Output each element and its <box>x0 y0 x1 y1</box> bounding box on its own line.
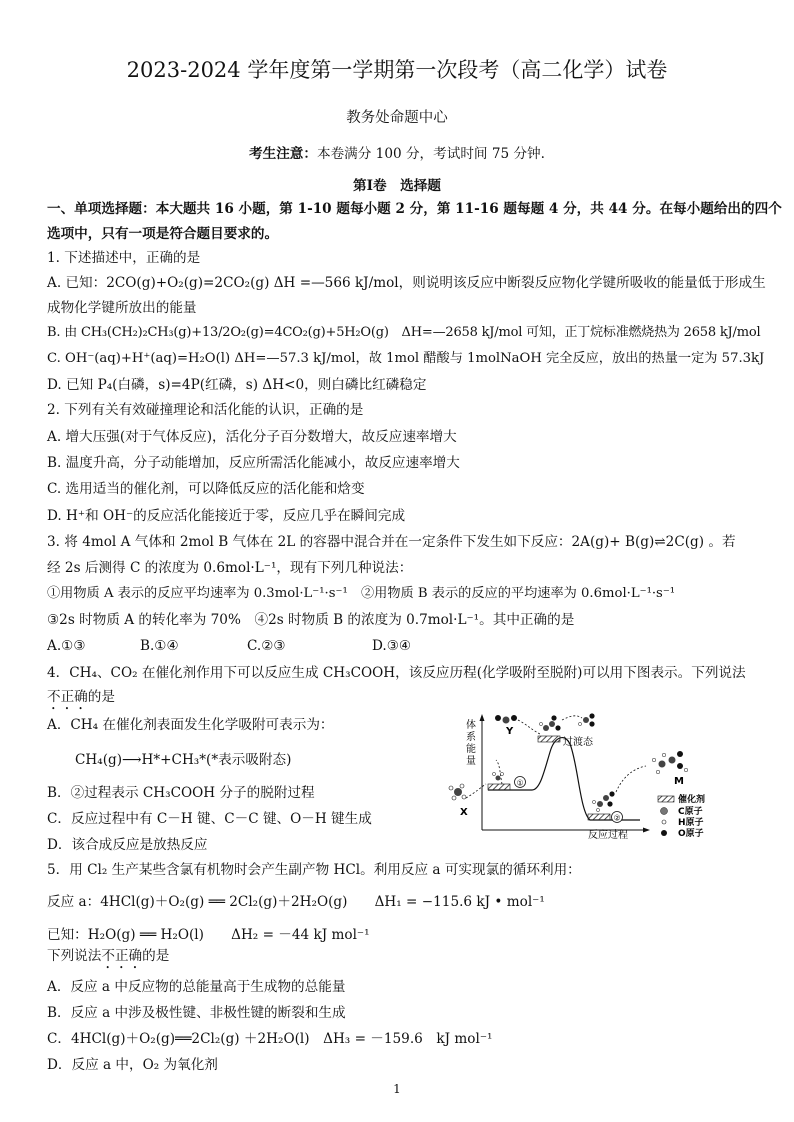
y-axis-label-2: 系 <box>466 732 476 743</box>
q2-stem: 2. 下列有关有效碰撞理论和活化能的认识，正确的是 <box>47 402 364 418</box>
q2-option-a: A. 增大压强(对于气体反应)，活化分子百分数增大，故反应速率增大 <box>47 429 457 445</box>
q3-line-2: 经 2s 后测得 C 的浓度为 0.6mol·L⁻¹，现有下列几种说法： <box>47 560 413 576</box>
q4-option-b: B．②过程表示 CH₃COOH 分子的脱附过程 <box>47 785 315 801</box>
energy-curve <box>488 738 640 820</box>
molecule-m-icon <box>652 751 688 774</box>
q5-question <box>47 947 169 972</box>
q1-option-a-cont: 成物化学键所放出的能量 <box>47 300 197 316</box>
q5-option-b: B．反应 a 中涉及极性键、非极性键的断裂和生成 <box>47 1005 346 1021</box>
q5-reaction-a: 反应 a：4HCl(g)＋O₂(g) ══ 2Cl₂(g)＋2H₂O(g) ΔH₁ = −115.6 kJ • mol⁻¹ <box>47 894 545 910</box>
department-line: 教务处命题中心 <box>346 110 448 126</box>
reaction-energy-diagram <box>440 712 750 842</box>
q5-question-pre: 下列说法 <box>47 948 102 964</box>
q3-option-c: C.②③ <box>247 638 286 654</box>
y-axis-label-4: 量 <box>466 756 476 767</box>
q4-line-2-rest: 的是 <box>87 689 115 705</box>
section-instruction-line-2: 选项中，只有一项是符合题目要求的。 <box>47 226 279 242</box>
legend-o-label: O原子 <box>678 829 704 839</box>
path-1-dashed <box>496 760 502 784</box>
legend-catalyst-swatch <box>658 796 674 802</box>
legend-h-label: H原子 <box>678 818 704 828</box>
q4-equation: CH₄(g)⟶H*+CH₃*(*表示吸附态) <box>75 752 292 768</box>
q5-known: 已知：H₂O(g) ══ H₂O(l) ΔH₂ = －44 kJ mol⁻¹ <box>47 927 370 943</box>
q3-line-1: 3. 将 4mol A 气体和 2mol B 气体在 2L 的容器中混合并在一定条件下发生如下反应：2A(g)+ B(g)⇌2C(g) 。若 <box>47 534 736 550</box>
q1-option-b: B. 由 CH₃(CH₂)₂CH₃(g)+13/2O₂(g)=4CO₂(g)+5H₂O(g) ΔH=—2658 kJ/mol 可知，正丁烷标准燃烧热为 2658 kJ/mol <box>47 325 761 340</box>
x-axis-label: 反应过程 <box>588 830 628 841</box>
q4-option-c: C．反应过程中有 C－H 键、C－C 键、O－H 键生成 <box>47 811 372 827</box>
molecule-x-icon <box>449 784 466 800</box>
q4-option-a: A．CH₄ 在催化剂表面发生化学吸附可表示为： <box>47 717 334 733</box>
notice-label: 考生注意： <box>249 146 317 162</box>
y-axis-label-1: 体 <box>466 720 476 731</box>
exam-notice <box>0 145 794 163</box>
q2-option-b: B. 温度升高，分子动能增加，反应所需活化能减小，故反应速率增大 <box>47 455 460 471</box>
q2-option-d: D. H⁺和 OH⁻的反应活化能接近于零，反应几乎在瞬间完成 <box>47 508 406 524</box>
y-axis-label-3: 能 <box>466 744 476 755</box>
q3-option-d: D.③④ <box>372 638 412 654</box>
q5-emphasis: 不正确 <box>101 948 143 964</box>
legend-catalyst-label: 催化剂 <box>678 795 706 805</box>
q3-line-3: ①用物质 A 表示的反应平均速率为 0.3mol·L⁻¹·s⁻¹ ②用物质 B 表示的反应的平均速率为 0.6mol·L⁻¹·s⁻¹ <box>47 586 676 601</box>
q5-question-post: 的是 <box>142 948 170 964</box>
marker-x: X <box>460 807 468 818</box>
q1-option-c: C. OH⁻(aq)+H⁺(aq)=H₂O(l) ΔH=—57.3 kJ/mol，故 1mol 醋酸与 1molNaOH 完全反应，放出的热量一定为 57.3kJ <box>47 351 765 366</box>
section-instruction-line-1: 一、单项选择题：本大题共 16 小题，第 1-10 题每小题 2 分，第 11-16 题每题 4 分，共 44 分。在每小题给出的四个 <box>47 201 782 217</box>
legend-o-atom-icon <box>661 830 667 836</box>
marker-m: M <box>674 776 684 787</box>
q1-option-a: A. 已知：2CO(g)+O₂(g)=2CO₂(g) ΔH =—566 kJ/mol，则说明该反应中断裂反应物化学键所吸收的能量低于形成生 <box>47 275 766 291</box>
q5-option-a: A．反应 a 中反应物的总能量高于生成物的总能量 <box>47 979 346 995</box>
product-molecule-adsorbed-icon <box>592 791 614 811</box>
q3-option-a: A.①③ <box>47 638 86 654</box>
page-title: 2023-2024 学年度第一学期第一次段考（高二化学）试卷 <box>126 58 668 82</box>
q1-option-d: D. 已知 P₄(白磷，s)=4P(红磷，s) ΔH<0，则白磷比红磷稳定 <box>47 377 427 393</box>
q5-stem: 5．用 Cl₂ 生产某些含氯有机物时会产生副产物 HCl。利用反应 a 可实现氯的循环利用： <box>47 862 581 878</box>
section-title: 第Ⅰ卷 选择题 <box>353 178 441 194</box>
q2-option-c: C. 选用适当的催化剂，可以降低反应的活化能和焓变 <box>47 481 365 497</box>
q4-line-1: 4．CH₄、CO₂ 在催化剂作用下可以反应生成 CH₃COOH，该反应历程(化学吸附至脱附)可以用下图表示。下列说法 <box>47 665 746 681</box>
notice-text: 本卷满分 100 分，考试时间 75 分钟. <box>316 146 545 162</box>
page-number: 1 <box>393 1082 401 1096</box>
path-ts-dashed <box>562 716 582 720</box>
legend-c-label: C原子 <box>678 807 703 817</box>
catalyst-pad-3 <box>588 814 610 820</box>
molecule-top-right-icon <box>578 713 594 726</box>
q1-stem: 1. 下述描述中，正确的是 <box>47 250 201 266</box>
y-axis-arrow <box>480 714 485 721</box>
marker-y: Y <box>506 726 514 737</box>
path-m-dashed <box>616 766 646 792</box>
step-2-label: ② <box>613 813 621 823</box>
path-x-dashed <box>466 784 486 798</box>
x-axis-arrow <box>643 828 650 833</box>
adsorbed-fragment-icon <box>492 772 503 780</box>
transition-state-label: 过渡态 <box>563 737 593 748</box>
q3-line-4: ③2s 时物质 A 的转化率为 70% ④2s 时物质 B 的浓度为 0.7mol·L⁻¹。其中正确的是 <box>47 612 575 628</box>
step-1-label: ① <box>516 778 524 788</box>
q3-option-b: B.①④ <box>140 638 179 654</box>
q4-option-d: D．该合成反应是放热反应 <box>47 837 208 853</box>
legend-h-atom-icon <box>662 820 666 824</box>
q5-option-d: D．反应 a 中，O₂ 为氧化剂 <box>47 1057 218 1073</box>
catalyst-pad-ts <box>538 736 560 742</box>
q5-option-c: C．4HCl(g)＋O₂(g)══2Cl₂(g) ＋2H₂O(l) ΔH₃ = －159.6 kJ mol⁻¹ <box>47 1031 493 1047</box>
transition-molecule-icon <box>539 715 560 731</box>
q4-line-2 <box>47 688 115 713</box>
q4-emphasis: 不正确 <box>47 689 88 705</box>
catalyst-pad-1 <box>488 784 510 790</box>
molecule-y-icon <box>495 715 517 724</box>
path-y-dashed <box>518 720 540 734</box>
legend-c-atom-icon <box>661 808 668 815</box>
